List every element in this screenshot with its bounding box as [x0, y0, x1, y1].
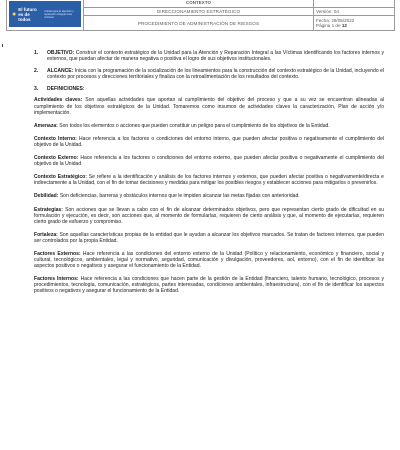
- definition-term: Factores Externos:: [34, 250, 81, 257]
- version-label: Versión: 04: [314, 8, 395, 16]
- definitions-heading: [34, 86, 384, 92]
- definition-item: [34, 207, 384, 225]
- definition-text: Hace referencia a las condiciones que hacen parte de la gestión de la Entidad (financiero, talento humano, tecnológico, procesos y procedimientos, tecnología, comunicación, estratégicos, partes interesadas, condiciones ambientales, infraestructura), con el fin de identificar los aspectos positivos o negativos y asegurar el funcionamiento de la Entidad.: [34, 276, 385, 295]
- definition-text: Hace referencia a las condiciones del entorno externo de la Unidad (Político y relacionamiento, económico y financiero, social y cultural, tecnológicos, ambientales, legal y normativo, seguridad, comunicación y divulgación, proveedores, aol, entorno), con el fin de identificar los aspectos positivos o negativos y asegurar el funcionamiento de la Entidad.: [34, 250, 385, 270]
- page-total: 12: [341, 23, 347, 29]
- section-label: OBJETIVO:: [47, 50, 75, 56]
- definition-text: Son deficiencias, barreras y obstáculos internos que le impiden alcanzar las metas fijadas con anterioridad.: [59, 193, 300, 200]
- section-label: DEFINICIONES:: [47, 86, 85, 93]
- section-number: 3.: [34, 86, 39, 93]
- definition-term: Contexto Interno:: [34, 135, 77, 142]
- document-header: [6, 0, 395, 31]
- logo-brand: El futuro es de todos: [18, 6, 37, 22]
- definition-item: [34, 174, 384, 186]
- definition-item: [34, 155, 384, 167]
- section-body: [47, 50, 384, 62]
- definition-term: Factores Internos:: [34, 276, 79, 283]
- definition-item: [34, 276, 384, 294]
- definition-text: Hace referencia a los factores o condiciones del entorno externo, que pueden afectar positiva o negativamente el cumplimiento del objetivo de la Unidad: [34, 155, 384, 168]
- definition-term: Contexto Estratégico:: [34, 174, 87, 181]
- objective-section: [34, 50, 384, 62]
- section-number: 1.: [34, 50, 39, 56]
- definition-item: [34, 232, 384, 244]
- scope-section: [34, 68, 384, 80]
- page-label: [316, 23, 392, 28]
- page-prefix: Página 1 de: [316, 23, 342, 29]
- section-name: DIRECCIONAMIENTO ESTRATÉGICO: [84, 8, 314, 16]
- definition-text: Son todos los elementos o acciones que pueden constituir un peligro para el cumplimiento de los objetivos de la Entidad.: [59, 122, 330, 129]
- definition-item: [34, 193, 384, 199]
- definition-item: [34, 136, 384, 148]
- definition-text: Son acciones que se llevan a cabo con el fin de alcanzar determinados objetivos, pero que representan cierto grado de dificultad en su formulación y ejecución, es decir, son acciones que, al momento de formularlas, requieren de cierto análisis y que, al momento de ejecutarlas, requieren cierto grado de esfuerzo y compromiso.: [34, 206, 385, 225]
- definition-text: Hace referencia a los factores o condiciones del entorno interno, que pueden afectar positiva o negativamente el cumplimiento del objetivo de la Unidad.: [34, 135, 384, 148]
- section-text: Inicia con la programación de la socialización de los lineamientos para la construcción del contexto estratégico de la Unidad, incluyendo el contexto por procesos y direcciones territoriales y finaliza con la retroalimentación de los resultados del contexto.: [47, 68, 384, 81]
- date-label: Fecha: 29/05/2022: [316, 18, 355, 24]
- definition-text: Son aquellas características propias de la entidad que le ayudan a alcanzar los objetivos marcados. Se tratan de factores internos, que pueden ser controlados por la propia Entidad.: [34, 231, 384, 244]
- procedure-name: PROCEDIMIENTO DE ADMINISTRACIÓN DE RIESGOS: [84, 16, 314, 31]
- definition-text: Se refiere a la identificación y análisis de los factores internos y externos, que pueden afectar positiva o negativamente/directa e indirectamente a la Unidad, con el fin de tomar decisiones y medidas para mitigar los posibles riesgos y establecer acciones para mitigarlos o prevenirlos.: [34, 174, 384, 187]
- margin-mark: [2, 44, 3, 47]
- logo-subtitle: Unidad para la atención y reparación integral a las víctimas: [44, 9, 74, 19]
- logo-cell: [7, 0, 84, 31]
- definition-text: Son aquellas actividades que aportan al cumplimiento del objetivo del proceso y que a su vez se encuentran alineadas al cumplimiento de los objetivos estratégicos de la Unidad. Tomaremos como insumos de actividades claves la caracterización, Plan de acción y/o implementación.: [34, 97, 384, 116]
- document-body: [34, 50, 384, 302]
- header-blank: [314, 0, 395, 8]
- entity-logo: [9, 1, 81, 27]
- definition-term: Amenaza:: [34, 122, 58, 129]
- definition-item: [34, 97, 384, 115]
- definition-term: Fortaleza:: [34, 231, 58, 238]
- definition-item: [34, 251, 384, 269]
- section-text: Construir el contexto estratégico de la Unidad para la Atención y Reparación Integral a las Víctimas identificando los factores internos y externos, que puedan afectar de manera negativa o positiva el logro de sus objetivos institucionales.: [47, 50, 384, 63]
- document-type: CONTEXTO: [84, 0, 314, 8]
- date-page-cell: [314, 16, 395, 31]
- definition-term: Estrategias:: [34, 206, 63, 213]
- definition-term: Actividades claves:: [34, 97, 83, 104]
- definition-term: Contexto Externo:: [34, 155, 79, 162]
- definition-term: Debilidad:: [34, 193, 59, 200]
- definition-item: [34, 123, 384, 129]
- section-number: 2.: [34, 68, 39, 75]
- section-body: [47, 68, 384, 80]
- section-label: ALCANCE:: [47, 68, 74, 75]
- flag-icon: ●: [12, 10, 17, 18]
